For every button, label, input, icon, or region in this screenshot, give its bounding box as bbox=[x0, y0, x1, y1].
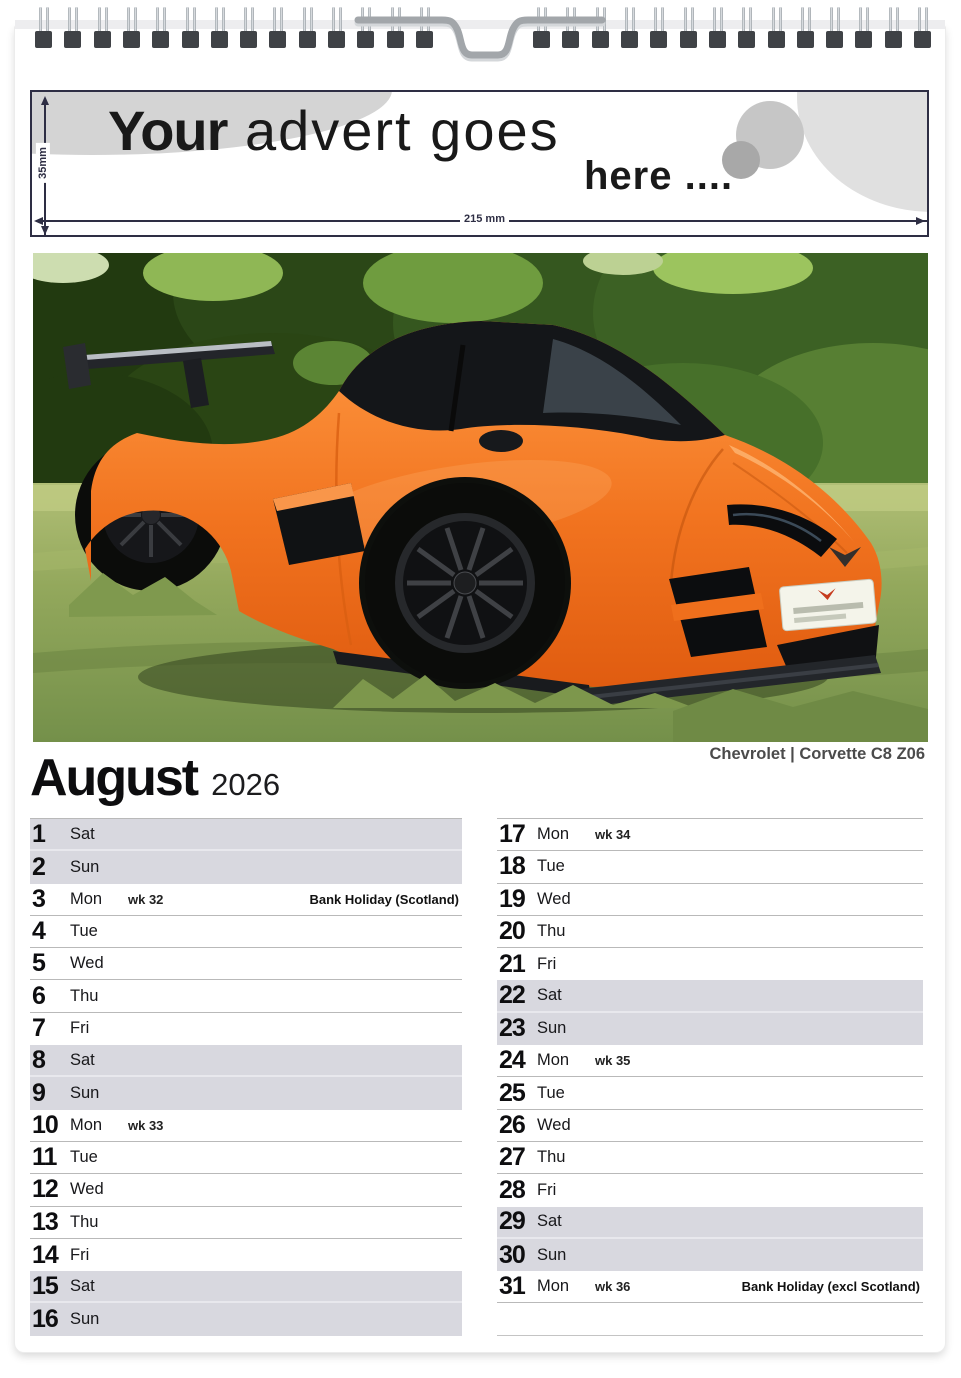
binding-loop bbox=[768, 7, 786, 49]
arrow-down-icon bbox=[41, 226, 49, 235]
day-name: Sat bbox=[537, 986, 562, 1005]
height-dimension-label: 35mm bbox=[36, 143, 50, 183]
calendar-day-row bbox=[497, 1077, 923, 1109]
week-number: wk 36 bbox=[595, 1279, 631, 1295]
day-number: 9 bbox=[32, 1079, 45, 1108]
day-name: Thu bbox=[537, 922, 566, 941]
calendar-day-row bbox=[30, 948, 462, 980]
day-number: 1 bbox=[32, 819, 45, 848]
day-name: Sun bbox=[70, 1310, 100, 1329]
calendar-day-row bbox=[30, 1142, 462, 1174]
day-number: 20 bbox=[499, 917, 525, 946]
day-name: Sat bbox=[70, 1276, 95, 1295]
binding-loop bbox=[826, 7, 844, 49]
day-number: 29 bbox=[499, 1207, 525, 1236]
day-number: 22 bbox=[499, 981, 525, 1010]
calendar-day-row bbox=[497, 980, 923, 1012]
day-number: 24 bbox=[499, 1046, 525, 1075]
binding-loop bbox=[680, 7, 698, 49]
calendar-day-row bbox=[497, 1013, 923, 1045]
calendar-day-row bbox=[497, 1271, 923, 1303]
calendar-day-row bbox=[497, 1207, 923, 1239]
day-number: 7 bbox=[32, 1014, 45, 1043]
binding-loop bbox=[797, 7, 815, 49]
binding-loop bbox=[182, 7, 200, 49]
advert-placeholder bbox=[30, 90, 929, 237]
day-name: Wed bbox=[70, 1180, 104, 1199]
hanger-hook-icon bbox=[352, 13, 608, 68]
calendar-day-row bbox=[497, 1239, 923, 1271]
binding-loop bbox=[240, 7, 258, 49]
binding-loop bbox=[328, 7, 346, 49]
day-number: 25 bbox=[499, 1078, 525, 1107]
decor-circle-topright bbox=[797, 90, 929, 212]
calendar-empty-row bbox=[497, 1303, 923, 1335]
day-number: 14 bbox=[32, 1240, 58, 1269]
month-name: August bbox=[30, 749, 198, 807]
calendar-day-row bbox=[497, 1110, 923, 1142]
calendar-day-row bbox=[30, 980, 462, 1012]
calendar-column-left bbox=[30, 818, 462, 1336]
day-name: Fri bbox=[537, 954, 557, 973]
calendar-day-row bbox=[30, 1045, 462, 1077]
calendar-day-row bbox=[497, 884, 923, 916]
day-name: Tue bbox=[70, 922, 98, 941]
advert-headline bbox=[108, 99, 560, 162]
day-name: Mon bbox=[537, 825, 570, 844]
day-number: 5 bbox=[32, 949, 45, 978]
calendar-column-right bbox=[497, 818, 923, 1336]
day-name: Thu bbox=[70, 986, 99, 1005]
binding-loop bbox=[299, 7, 317, 49]
day-name: Mon bbox=[537, 1051, 570, 1070]
advert-word-advert: advert bbox=[227, 99, 431, 162]
day-number: 27 bbox=[499, 1143, 525, 1172]
binding-loop bbox=[35, 7, 53, 49]
day-number: 16 bbox=[32, 1305, 58, 1334]
calendar-day-row bbox=[30, 1013, 462, 1045]
width-dimension-label: 215 mm bbox=[460, 212, 509, 226]
calendar-day-row bbox=[497, 819, 923, 851]
holiday-note: Bank Holiday (Scotland) bbox=[309, 891, 459, 907]
calendar-day-row bbox=[30, 1077, 462, 1109]
day-name: Sat bbox=[537, 1212, 562, 1231]
day-name: Mon bbox=[537, 1277, 570, 1296]
week-number: wk 33 bbox=[128, 1117, 164, 1133]
binding-loop bbox=[709, 7, 727, 49]
day-name: Wed bbox=[537, 889, 571, 908]
day-name: Sun bbox=[537, 1245, 567, 1264]
day-number: 2 bbox=[32, 852, 45, 881]
day-number: 19 bbox=[499, 884, 525, 913]
day-name: Sun bbox=[70, 857, 100, 876]
calendar-day-row bbox=[497, 948, 923, 980]
day-number: 30 bbox=[499, 1240, 525, 1269]
arrow-right-icon bbox=[916, 217, 925, 225]
week-number: wk 35 bbox=[595, 1053, 631, 1069]
day-number: 17 bbox=[499, 820, 525, 849]
day-name: Tue bbox=[537, 1083, 565, 1102]
binding-loop bbox=[211, 7, 229, 49]
calendar-day-row bbox=[30, 819, 462, 851]
day-name: Thu bbox=[537, 1148, 566, 1167]
day-name: Tue bbox=[537, 857, 565, 876]
week-number: wk 32 bbox=[128, 891, 164, 907]
calendar-day-row bbox=[497, 1045, 923, 1077]
binding-loop bbox=[885, 7, 903, 49]
binding-loop bbox=[855, 7, 873, 49]
calendar-day-row bbox=[30, 1207, 462, 1239]
arrow-left-icon bbox=[34, 217, 43, 225]
day-name: Mon bbox=[70, 889, 103, 908]
week-number: wk 34 bbox=[595, 827, 631, 843]
month-title bbox=[30, 749, 281, 807]
day-number: 8 bbox=[32, 1045, 45, 1074]
day-number: 28 bbox=[499, 1175, 525, 1204]
advert-word-your: Your bbox=[108, 99, 228, 162]
day-number: 11 bbox=[32, 1143, 57, 1172]
day-name: Thu bbox=[70, 1212, 99, 1231]
binding-loop bbox=[269, 7, 287, 49]
day-number: 26 bbox=[499, 1110, 525, 1139]
day-name: Wed bbox=[537, 1115, 571, 1134]
day-number: 4 bbox=[32, 917, 45, 946]
day-name: Fri bbox=[70, 1019, 90, 1038]
day-number: 6 bbox=[32, 981, 45, 1010]
day-number: 18 bbox=[499, 852, 525, 881]
calendar-day-row bbox=[30, 1110, 462, 1142]
binding-loop bbox=[650, 7, 668, 49]
day-number: 12 bbox=[32, 1175, 58, 1204]
day-number: 15 bbox=[32, 1271, 58, 1300]
calendar-day-row bbox=[30, 1174, 462, 1206]
day-name: Sun bbox=[70, 1084, 100, 1103]
vehicle-photo bbox=[33, 253, 928, 742]
day-name: Sun bbox=[537, 1019, 567, 1038]
day-name: Wed bbox=[70, 954, 104, 973]
holiday-note: Bank Holiday (excl Scotland) bbox=[741, 1279, 920, 1295]
day-number: 21 bbox=[499, 949, 525, 978]
binding-loop bbox=[64, 7, 82, 49]
binding-loop bbox=[738, 7, 756, 49]
day-number: 31 bbox=[499, 1272, 525, 1301]
binding-loop bbox=[621, 7, 639, 49]
calendar-day-row bbox=[497, 916, 923, 948]
advert-word-goes: goes bbox=[430, 99, 560, 162]
day-name: Tue bbox=[70, 1148, 98, 1167]
day-number: 10 bbox=[32, 1110, 58, 1139]
calendar-day-row bbox=[30, 916, 462, 948]
calendar-day-row bbox=[497, 1142, 923, 1174]
calendar-day-row bbox=[497, 1174, 923, 1206]
day-name: Fri bbox=[70, 1245, 90, 1264]
calendar-day-row bbox=[30, 1303, 462, 1335]
calendar-day-row bbox=[497, 851, 923, 883]
binding-loop bbox=[94, 7, 112, 49]
binding-loop bbox=[914, 7, 932, 49]
day-name: Fri bbox=[537, 1180, 557, 1199]
day-name: Mon bbox=[70, 1115, 103, 1134]
arrow-up-icon bbox=[41, 96, 49, 105]
calendar-day-row bbox=[30, 1271, 462, 1303]
advert-headline-2: here .... bbox=[584, 154, 734, 198]
day-name: Sat bbox=[70, 824, 95, 843]
calendar-day-row bbox=[30, 1239, 462, 1271]
photo-caption: Chevrolet | Corvette C8 Z06 bbox=[709, 745, 925, 763]
binding-loop bbox=[152, 7, 170, 49]
calendar-day-row bbox=[30, 884, 462, 916]
calendar-day-row bbox=[30, 851, 462, 883]
day-name: Sat bbox=[70, 1050, 95, 1069]
day-number: 23 bbox=[499, 1014, 525, 1043]
day-number: 13 bbox=[32, 1207, 58, 1236]
binding-loop bbox=[123, 7, 141, 49]
day-number: 3 bbox=[32, 884, 45, 913]
year-label: 2026 bbox=[211, 767, 281, 802]
